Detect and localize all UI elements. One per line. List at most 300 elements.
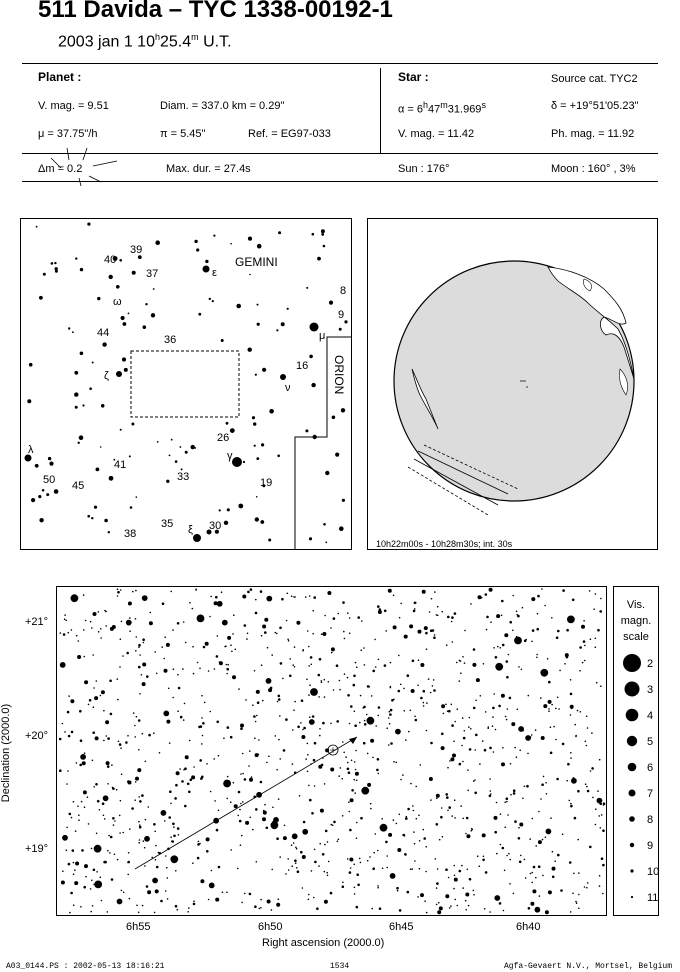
map-star [340, 767, 342, 769]
map-star [240, 773, 242, 775]
map-star [510, 794, 512, 796]
map-star [475, 700, 477, 702]
map-star [374, 639, 376, 641]
map-star [230, 736, 233, 739]
map-star [155, 845, 157, 847]
map-star [244, 778, 247, 781]
map-star [342, 601, 345, 604]
map-star [430, 799, 432, 801]
map-star [532, 818, 534, 820]
map-star [318, 696, 320, 698]
map-star [68, 735, 71, 738]
map-star [347, 694, 350, 697]
map-star [538, 865, 541, 868]
map-star [78, 814, 80, 816]
map-star [423, 829, 425, 831]
map-star [366, 714, 368, 716]
map-star [434, 591, 436, 593]
scale-dot [628, 763, 637, 772]
finder-star [122, 357, 126, 361]
map-star [264, 804, 266, 806]
map-star [509, 697, 512, 700]
map-star [75, 830, 77, 832]
map-star [312, 610, 314, 612]
map-star [417, 896, 419, 898]
map-star [597, 790, 599, 792]
map-star [344, 673, 346, 675]
map-star [307, 743, 309, 745]
map-star [166, 867, 168, 869]
finder-star-label: 44 [97, 327, 110, 339]
map-star [257, 701, 260, 704]
map-star [331, 652, 333, 654]
map-star [414, 843, 416, 845]
map-star [305, 758, 307, 760]
map-star [439, 839, 441, 841]
map-star [415, 719, 418, 722]
map-star [300, 722, 302, 724]
map-star [342, 815, 344, 817]
map-star [168, 688, 170, 690]
map-star [426, 912, 428, 914]
scale-svg [614, 587, 658, 915]
map-star [249, 750, 251, 752]
map-star [531, 597, 535, 601]
finder-svg [21, 219, 351, 549]
map-star [142, 905, 144, 907]
map-star [395, 729, 401, 735]
map-star [364, 664, 366, 666]
finder-star [97, 297, 100, 300]
finder-star [325, 542, 327, 544]
map-star [354, 887, 356, 889]
map-star [347, 762, 349, 764]
map-star [184, 703, 186, 705]
map-star [98, 611, 100, 613]
map-star [337, 613, 339, 615]
map-star [467, 769, 469, 771]
map-star [219, 661, 221, 663]
map-star [557, 630, 560, 633]
map-star [103, 740, 105, 742]
map-star [518, 827, 520, 829]
map-star [73, 904, 75, 906]
map-star [60, 632, 62, 634]
map-star [396, 823, 398, 825]
finder-star [257, 244, 262, 249]
map-star [206, 763, 208, 765]
finder-star [276, 329, 278, 331]
map-star [598, 815, 600, 817]
map-star [456, 662, 458, 664]
map-star [324, 900, 328, 904]
finder-star [323, 523, 326, 526]
finder-star [309, 537, 312, 540]
scale-dot [629, 790, 636, 797]
map-star [209, 616, 211, 618]
map-star [449, 760, 451, 762]
map-star [183, 769, 185, 771]
map-star [78, 640, 80, 642]
map-star [93, 612, 97, 616]
map-star [514, 820, 517, 823]
map-star [349, 617, 351, 619]
globe-caption: 10h22m00s - 10h28m30s; int. 30s [376, 539, 513, 549]
map-star [238, 688, 240, 690]
finder-star-label: 39 [130, 244, 143, 256]
map-star [291, 844, 293, 846]
finder-star [269, 409, 274, 414]
map-star [227, 636, 231, 640]
ytick-19: +19° [25, 843, 49, 855]
date-hour-unit: h [154, 32, 160, 42]
map-star [91, 880, 93, 882]
map-star [292, 664, 294, 666]
map-star [129, 898, 131, 900]
finder-star [198, 313, 201, 316]
map-star [321, 680, 323, 682]
map-star [326, 872, 328, 874]
map-star [249, 778, 253, 782]
map-star [382, 868, 384, 870]
map-star [223, 780, 231, 788]
map-star [375, 833, 377, 835]
map-star [117, 678, 119, 680]
map-star [518, 666, 520, 668]
map-star [61, 881, 65, 885]
map-star [489, 588, 493, 592]
map-star [429, 611, 431, 613]
map-star [542, 839, 544, 841]
map-star [356, 666, 358, 668]
map-star [247, 633, 249, 635]
map-star [527, 753, 529, 755]
map-star [240, 803, 242, 805]
map-star [156, 673, 158, 675]
map-star [291, 595, 293, 597]
map-star [172, 697, 174, 699]
map-star [163, 814, 165, 816]
map-star [396, 887, 399, 890]
map-star [226, 664, 228, 666]
map-star [602, 893, 604, 895]
map-star [302, 855, 306, 859]
map-star [577, 839, 579, 841]
map-star [462, 887, 464, 889]
header-top-rule [22, 63, 658, 64]
map-star [297, 726, 300, 729]
finder-star [36, 226, 38, 228]
finder-star [325, 471, 329, 475]
finder-star [254, 445, 256, 447]
map-star [535, 907, 541, 913]
map-star [177, 622, 180, 625]
map-star [350, 798, 354, 802]
map-star [83, 629, 85, 631]
map-star [516, 611, 518, 613]
map-star [468, 905, 470, 907]
finder-star [54, 489, 59, 494]
map-star [204, 702, 206, 704]
map-star [419, 840, 421, 842]
map-star [297, 870, 300, 873]
map-star [448, 806, 451, 809]
map-star [536, 628, 539, 631]
map-star [586, 715, 588, 717]
map-star [302, 887, 304, 889]
map-star [73, 801, 75, 803]
finder-star [31, 498, 35, 502]
map-star [362, 790, 364, 792]
map-star [393, 761, 395, 763]
map-star [139, 826, 142, 829]
map-star [246, 638, 248, 640]
starmap-ylabel: Declination (2000.0) [0, 703, 12, 803]
map-star [121, 774, 123, 776]
map-star [250, 588, 253, 591]
map-star [465, 900, 467, 902]
map-star [471, 829, 473, 831]
finder-star [29, 363, 33, 367]
map-star [514, 747, 516, 749]
map-star [324, 871, 326, 873]
finder-star [39, 296, 43, 300]
date-ut: U.T. [198, 33, 232, 51]
map-star [528, 695, 530, 697]
map-star [93, 706, 95, 708]
map-star [112, 625, 116, 629]
map-star [396, 762, 398, 764]
map-star [173, 835, 176, 838]
map-star [262, 700, 264, 702]
map-star [601, 814, 603, 816]
map-star [418, 630, 422, 634]
date-minutes: 25.4 [160, 33, 192, 51]
map-star [351, 789, 354, 792]
map-star [255, 753, 259, 757]
finder-star [123, 322, 127, 326]
map-star [278, 798, 280, 800]
map-star [112, 817, 115, 820]
map-star [69, 813, 72, 816]
map-star [201, 776, 204, 779]
map-star [254, 737, 256, 739]
map-star [522, 607, 524, 609]
finder-star [155, 240, 160, 245]
scale-dot [627, 736, 637, 746]
map-star [72, 850, 74, 852]
map-star [261, 664, 263, 666]
map-star [537, 595, 540, 598]
finder-star-label: ζ [104, 370, 109, 382]
map-star [227, 664, 229, 666]
map-star [127, 780, 130, 783]
map-star [378, 706, 381, 709]
xtick-6h50: 6h50 [258, 921, 283, 933]
map-star [504, 633, 508, 637]
map-star [355, 769, 357, 771]
map-star [266, 596, 272, 602]
map-star [583, 640, 586, 643]
map-star [402, 774, 404, 776]
finder-star [51, 262, 54, 265]
map-star [193, 900, 195, 902]
moon-elongation: Moon : 160° , 3% [551, 163, 636, 175]
map-star [80, 906, 82, 908]
map-star [349, 811, 351, 813]
map-star [75, 862, 79, 866]
map-star [349, 829, 352, 832]
finder-bright-star [232, 457, 242, 467]
map-star [281, 598, 284, 601]
finder-star [339, 328, 342, 331]
map-star [262, 817, 266, 821]
map-star [589, 590, 591, 592]
map-star [210, 791, 212, 793]
finder-star-label: 33 [177, 471, 190, 483]
constellation-orion: ORION [332, 355, 346, 395]
map-star [550, 817, 552, 819]
map-star [474, 792, 477, 795]
map-star [516, 756, 518, 758]
map-star [404, 710, 406, 712]
map-star [426, 702, 428, 704]
map-star [276, 837, 279, 840]
map-star [577, 710, 579, 712]
map-star [578, 908, 580, 910]
map-star [104, 861, 107, 864]
map-star [341, 778, 343, 780]
finder-star [55, 270, 58, 273]
map-star [504, 826, 506, 828]
xtick-6h40: 6h40 [516, 921, 541, 933]
map-star [513, 893, 515, 895]
map-star [175, 905, 178, 908]
map-star [71, 817, 73, 819]
map-star [234, 804, 238, 808]
map-star [595, 638, 597, 640]
map-star [441, 807, 443, 809]
map-star [108, 835, 110, 837]
map-star [409, 624, 413, 628]
map-star [493, 751, 495, 753]
map-star [567, 763, 570, 766]
map-star [74, 869, 76, 871]
map-star [223, 737, 225, 739]
map-star [100, 695, 102, 697]
star-vmag: V. mag. = 11.42 [398, 128, 475, 140]
map-star [483, 856, 485, 858]
finder-star [191, 445, 195, 449]
map-star [117, 699, 119, 701]
map-star [216, 655, 219, 658]
map-star [451, 621, 453, 623]
map-star [296, 621, 300, 625]
finder-star [227, 508, 230, 511]
map-star [584, 886, 586, 888]
map-star [599, 759, 601, 761]
map-star [215, 898, 219, 902]
map-star [107, 783, 109, 785]
map-star [519, 749, 521, 751]
map-star [517, 709, 519, 711]
finder-star [94, 506, 97, 509]
map-star [74, 881, 78, 885]
map-star [76, 635, 78, 637]
finder-star-label: ν [285, 382, 291, 394]
finder-star [75, 406, 78, 409]
map-star [261, 635, 263, 637]
map-star [436, 794, 440, 798]
map-star [69, 912, 71, 914]
map-star [177, 710, 179, 712]
map-star [476, 678, 480, 682]
map-star [178, 687, 181, 690]
map-star [239, 809, 241, 811]
map-star [173, 668, 175, 670]
map-star [318, 674, 321, 677]
map-star [135, 781, 137, 783]
map-star [226, 673, 228, 675]
map-star [197, 662, 199, 664]
finder-star [268, 539, 271, 542]
map-star [114, 854, 116, 856]
map-star [454, 817, 456, 819]
map-star [138, 796, 140, 798]
map-star [127, 735, 129, 737]
map-star [529, 838, 531, 840]
map-star [343, 752, 345, 754]
finder-star [342, 499, 345, 502]
map-star [193, 766, 195, 768]
map-star [485, 593, 488, 596]
map-star [512, 595, 514, 597]
map-star [117, 588, 119, 590]
map-star [309, 799, 312, 802]
finder-star [312, 233, 315, 236]
map-star [80, 754, 86, 760]
map-star [135, 650, 137, 652]
map-star [251, 776, 253, 778]
map-star [177, 674, 179, 676]
map-star [574, 724, 576, 726]
finder-star [255, 517, 259, 521]
map-star [378, 659, 380, 661]
map-star [473, 648, 476, 651]
map-star [360, 862, 362, 864]
finder-star [27, 399, 31, 403]
map-star [260, 781, 263, 784]
map-star [83, 656, 85, 658]
map-star [600, 685, 602, 687]
map-star [390, 687, 392, 689]
map-star [502, 747, 504, 749]
map-star [117, 859, 119, 861]
finder-star [209, 298, 211, 300]
map-star [242, 801, 244, 803]
map-star [506, 801, 508, 803]
map-star [496, 853, 498, 855]
finder-star [243, 461, 245, 463]
map-star [420, 697, 423, 700]
map-star [412, 660, 415, 663]
map-star [363, 647, 365, 649]
map-star [141, 794, 144, 797]
finder-star [205, 260, 208, 263]
map-star [443, 713, 445, 715]
map-star [439, 906, 443, 910]
map-star [128, 852, 130, 854]
